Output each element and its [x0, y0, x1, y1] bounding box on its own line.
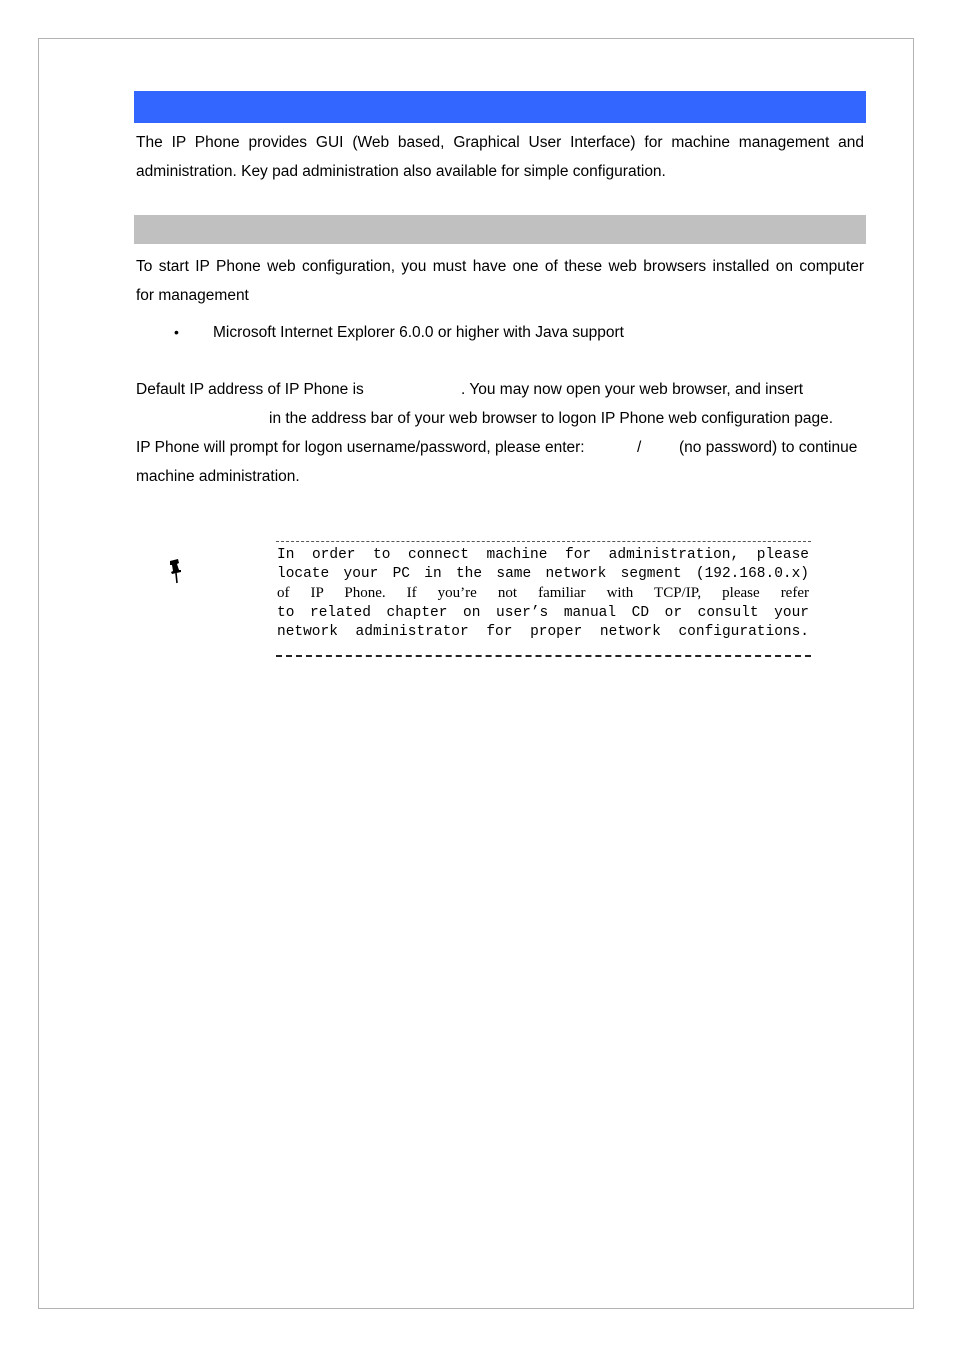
note-top-rule [276, 541, 811, 542]
note-line-1: In order to connect machine for administration, please [277, 547, 809, 563]
note-bottom-rule [276, 655, 811, 657]
note-line-4: to related chapter on user’s manual CD or consult your [277, 605, 809, 621]
intro-line-2: administration. Key pad administration also available for simple configuration. [136, 163, 666, 180]
browser-requirement-item: Microsoft Internet Explorer 6.0.0 or higher with Java support [213, 324, 624, 341]
intro-line-1: The IP Phone provides GUI (Web based, Graphical User Interface) for machine management and [136, 134, 864, 151]
default-ip-text-b: . You may now open your web browser, and insert [461, 381, 804, 398]
logon-slash: / [637, 439, 642, 456]
logon-no-password-text: (no password) to continue [679, 439, 858, 456]
bullet-marker: • [174, 324, 179, 340]
pushpin-icon [166, 558, 186, 584]
note-line-3: of IP Phone. If you’re not familiar with TCP/IP, please refer [277, 585, 809, 601]
section-heading-bar [134, 91, 866, 123]
note-line-5: network administrator for proper network configurations. [277, 624, 809, 640]
logon-prompt-text: IP Phone will prompt for logon username/password, please enter: [136, 439, 585, 456]
note-line-2: locate your PC in the same network segment (192.168.0.x) [277, 566, 809, 582]
default-ip-text-a: Default IP address of IP Phone is [136, 381, 364, 398]
subsection-heading-bar [134, 215, 866, 244]
machine-admin-text: machine administration. [136, 468, 300, 485]
address-bar-text: in the address bar of your web browser to logon IP Phone web configuration page. [269, 410, 834, 427]
browsers-line-1: To start IP Phone web configuration, you must have one of these web browsers installed on computer [136, 258, 864, 275]
browsers-line-2: for management [136, 287, 249, 304]
